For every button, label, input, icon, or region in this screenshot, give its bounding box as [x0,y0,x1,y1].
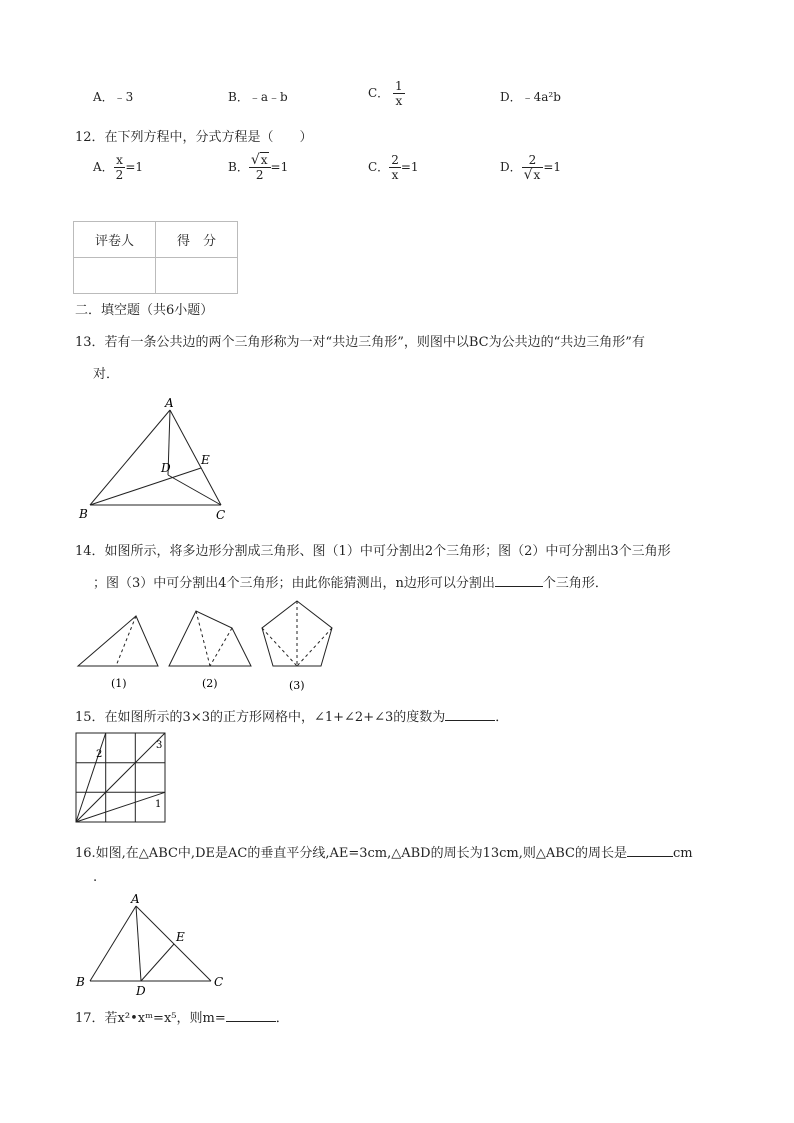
q12-option-a [93,153,143,182]
q12-option-b-label: B． [228,160,249,174]
q13-triangle-figure [75,395,240,525]
segment-ab [90,410,170,505]
q16-triangle-figure [75,892,235,997]
q17-text [75,1007,289,1026]
q12-option-b-tail: =1 [270,160,289,174]
label-d: D [136,984,146,997]
q12-option-c-tail: =1 [400,160,419,174]
label-c: C [216,508,226,522]
answer-blank[interactable] [495,586,543,587]
fraction-numerator: 1 [395,79,403,93]
ray-1 [76,792,165,822]
caption-2: (2) [202,677,218,690]
figure1-polygon [78,616,158,666]
q12-option-c [368,153,419,182]
label-e: E [201,453,210,467]
answer-blank[interactable] [627,856,673,857]
label-c: C [214,975,224,989]
fraction-numerator: 2 [522,153,544,168]
angle-label-2: 2 [96,749,103,760]
q12-option-d-fraction [522,153,544,182]
segment-ac [136,906,211,981]
fraction-numerator: 2 [391,153,399,167]
section-title: 二．填空题（共6小题） [75,303,214,318]
radicand: x [533,168,541,182]
q11-option-b: B．﹣a﹣b [228,90,288,104]
segment-ad [136,906,141,981]
q14-text-line2-a: ；图（3）中可分割出4个三角形；由此你能猜测出，n边形可以分割出 [93,576,495,591]
ray-2 [76,733,106,822]
q12-option-d-label: D． [500,160,522,174]
label-e: E [176,930,185,944]
fraction-denominator: 2 [115,168,124,182]
angle-label-3: 3 [156,740,163,751]
score-table-cell-grader[interactable] [74,258,156,294]
q11-option-c-fraction [393,79,405,108]
label-b: B [79,507,88,521]
q12-option-a-label: A． [93,160,114,174]
q12-option-d-tail: =1 [543,160,562,174]
q16-text-b: cm [673,846,693,861]
radical-icon: √ [250,152,260,168]
q11-option-d: D．﹣4a²b [500,90,561,104]
fraction-denominator: x [395,94,403,108]
q15-text-b: ． [495,710,509,725]
fraction-denominator [522,168,544,182]
fraction-numerator: x [114,153,126,168]
q16-text-a: 16.如图,在△ABC中,DE是AC的垂直平分线,AE=3cm,△ABD的周长为13cm,则△ABC的周长是 [75,846,627,861]
score-table-header-grader: 评卷人 [74,222,156,258]
segment-ab [90,906,136,981]
q12-option-b-fraction [249,153,271,182]
q14-text-line2-b: 个三角形． [542,576,608,591]
angle-label-1: 1 [155,799,162,810]
score-table [73,221,238,294]
q13-text-line2: 对． [93,367,120,382]
q13-text-line1: 13．若有一条公共边的两个三角形称为一对“共边三角形”，则图中以BC为公共边的“共边三角形”有 [75,335,645,350]
caption-1: (1) [111,677,127,690]
q17-text-a: 17．若x²•xᵐ=x⁵，则m= [75,1011,226,1026]
label-a: A [165,396,174,410]
q12-option-b [228,153,288,182]
q11-option-a: A．﹣3 [93,90,134,104]
figure1-diagonal [116,616,136,666]
q15-grid-figure [75,732,169,825]
q12-option-a-tail: =1 [125,160,144,174]
q16-text-line2: . [93,870,98,885]
q14-text-line2 [93,572,608,591]
radical-icon: √ [523,167,533,183]
label-a: A [131,892,140,906]
radicand: x [260,153,268,167]
answer-blank[interactable] [226,1021,276,1022]
segment-be [90,468,201,505]
label-d: D [161,461,171,475]
q12-option-c-label: C． [368,160,390,174]
figure2-diagonal [210,628,232,666]
q12-stem: 12．在下列方程中，分式方程是（ ） [75,130,313,145]
q16-text-line1 [75,842,693,861]
ray-3 [76,733,165,822]
q12-option-c-fraction [389,153,401,182]
q11-option-c [368,79,405,108]
q12-option-a-fraction [114,153,126,182]
segment-de [141,944,174,981]
score-table-header-score: 得 分 [156,222,238,258]
q12-option-d [500,153,561,182]
q14-polygon-figures [75,598,340,694]
fraction-numerator [249,153,271,168]
q17-text-b: ． [275,1011,289,1026]
score-table-cell-score[interactable] [156,258,238,294]
q11-option-c-label: C． [368,86,390,100]
answer-blank[interactable] [445,720,495,721]
caption-3: (3) [289,679,305,692]
q15-text-a: 15．在如图所示的3×3的正方形网格中，∠1+∠2+∠3的度数为 [75,710,446,725]
q14-text-line1: 14．如图所示，将多边形分割成三角形、图（1）中可分割出2个三角形；图（2）中可分割出3个三角形 [75,544,671,559]
fraction-denominator: 2 [255,168,264,182]
figure2-polygon [169,611,251,666]
label-b: B [76,975,85,989]
fraction-denominator: x [391,168,399,182]
q15-text [75,706,508,725]
figure2-diagonal [196,611,210,666]
